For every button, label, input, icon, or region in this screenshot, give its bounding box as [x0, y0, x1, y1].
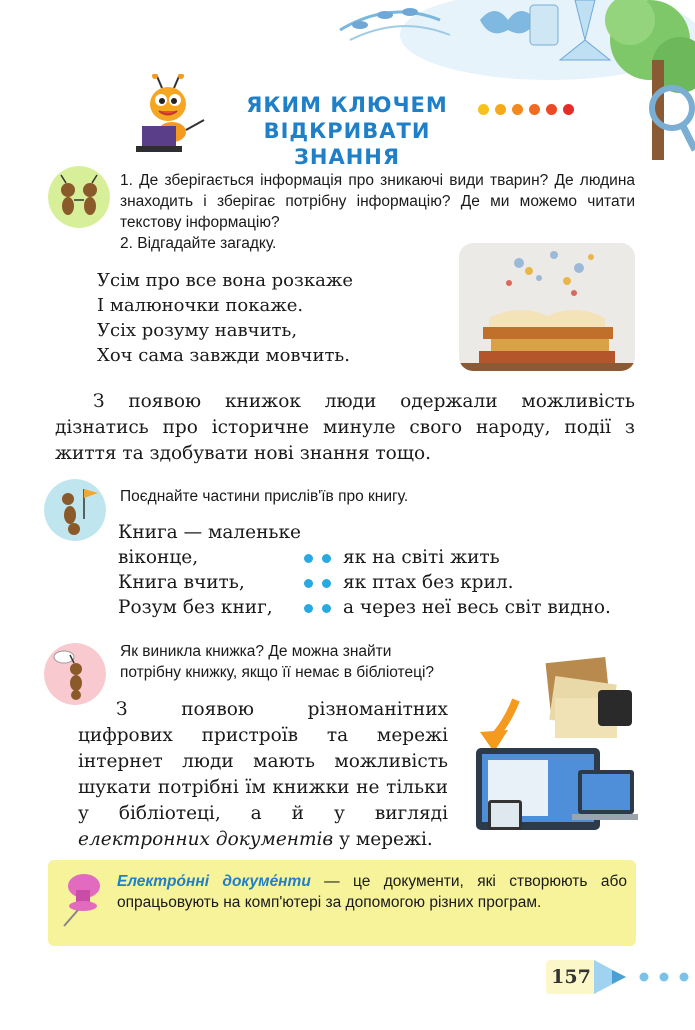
proverb-right-1: як на світі жить — [343, 547, 500, 568]
match-dot-right-1[interactable] — [322, 554, 331, 563]
definition-term: Електро́нні докуме́нти — [117, 873, 311, 890]
proverb-right-3: а через неї весь світ видно. — [343, 597, 611, 618]
page-pencil-dots-decoration — [594, 960, 695, 994]
section-title — [212, 92, 482, 170]
books-photo — [459, 243, 635, 371]
page-number: 157 — [546, 960, 596, 994]
title-dot — [529, 104, 540, 115]
riddle-poem — [97, 268, 353, 368]
task1-riddle-instruction: 2. Відгадайте загадку. — [120, 235, 277, 252]
paragraph2-text-b: у мережі. — [333, 829, 433, 850]
task1-question: 1. Де зберігається інформація про зникаючі види тварин? Де людина знаходить і зберігає потрібну інформацію? Де ми можемо читати текстову інформацію? — [120, 172, 635, 231]
thinking-ant-icon — [44, 643, 106, 705]
paragraph-digital-devices — [78, 697, 448, 853]
match-dot-left-3[interactable] — [304, 604, 313, 613]
section-title-line2: ВІДКРИВАТИ ЗНАННЯ — [263, 119, 431, 169]
task3-question-line2: потрібну книжку, якщо її немає в бібліотеці? — [120, 664, 435, 681]
discuss-ants-icon — [48, 166, 110, 228]
ant-mascot-with-laptop-icon — [134, 74, 212, 160]
ant-with-flag-icon — [44, 479, 106, 541]
paragraph2-italic-term: електронних документів — [78, 829, 334, 850]
paragraph2-text-a: З появою різноманітних цифрових пристроїв та мережі інтернет люди мають можливість шукати потрібні їм книжки не тільки у бібліотеці, а й у вигляді — [78, 699, 448, 824]
title-dot — [512, 104, 523, 115]
title-dot — [563, 104, 574, 115]
proverb-left-3: Розум без книг, — [118, 597, 273, 618]
section-title-line1: ЯКИМ КЛЮЧЕМ — [246, 93, 448, 117]
proverb-right-2: як птах без крил. — [343, 572, 514, 593]
title-dot — [478, 104, 489, 115]
title-dots — [478, 104, 574, 115]
match-dot-left-1[interactable] — [304, 554, 313, 563]
proverb-left-1a: Книга — маленьке — [118, 522, 301, 543]
definition-body: — це документи, які створюють або опрацьовують на комп'ютері за допомогою різних програм. — [117, 873, 627, 911]
match-dot-left-2[interactable] — [304, 579, 313, 588]
definition-text — [117, 871, 627, 913]
task3-question-line1: Як виникла книжка? Де можна знайти — [120, 643, 392, 660]
poem-line: І малюночки покаже. — [97, 295, 304, 316]
match-dot-right-2[interactable] — [322, 579, 331, 588]
task2-instruction: Поєднайте частини прислів'їв про книгу. — [120, 488, 409, 505]
poem-line: Хоч сама завжди мовчить. — [97, 345, 350, 366]
pushpin-icon — [58, 870, 104, 928]
match-dot-right-3[interactable] — [322, 604, 331, 613]
poem-line: Усім про все вона розкаже — [97, 270, 354, 291]
title-dot — [546, 104, 557, 115]
proverb-left-2: Книга вчить, — [118, 572, 245, 593]
poem-line: Усіх розуму навчить, — [97, 320, 298, 341]
proverb-left-1b: віконце, — [118, 547, 199, 568]
title-dot — [495, 104, 506, 115]
paragraph-books-history: З появою книжок люди одержали можливість дізнатись про історичне минуле свого народу, події з життя та здобувати нові знання тощо. — [55, 391, 635, 464]
documents-to-devices-illustration — [470, 650, 638, 838]
